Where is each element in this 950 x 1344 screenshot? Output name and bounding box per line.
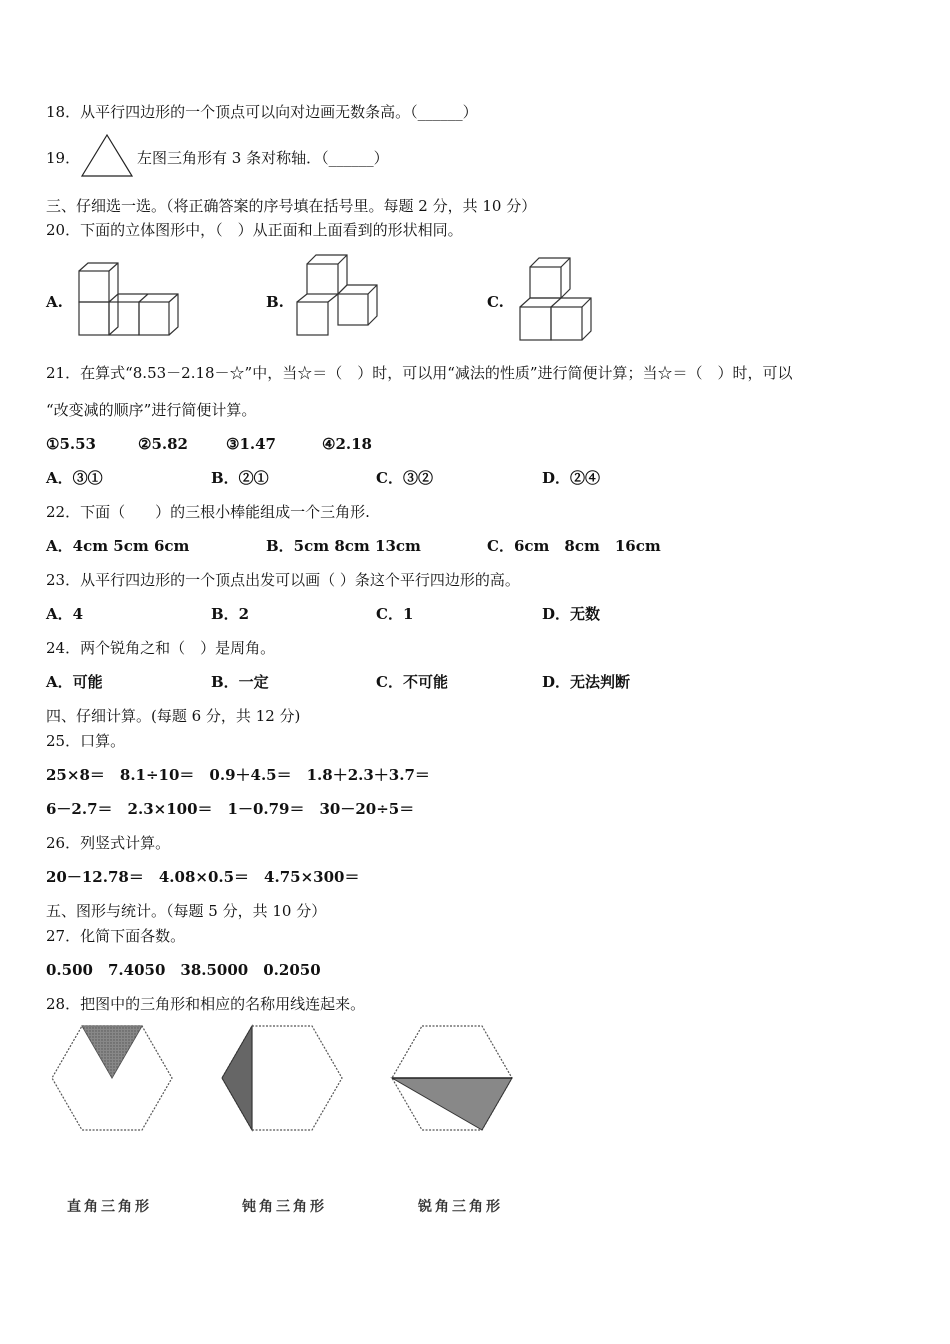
q21-choice-3: ③1.47 <box>226 435 276 453</box>
q21-option-c: C．③② <box>376 469 433 487</box>
cube-figure-a <box>78 262 184 338</box>
q23-option-b: B．2 <box>211 605 250 623</box>
q24: 24．两个锐角之和（ ）是周角。 <box>46 639 276 657</box>
label-right-triangle: 直角三角形 <box>67 1199 152 1215</box>
q27: 27．化简下面各数。 <box>46 927 186 945</box>
label-obtuse-triangle: 钝角三角形 <box>242 1199 327 1215</box>
q23-option-d: D．无数 <box>542 605 601 623</box>
q23-option-c: C．1 <box>376 605 414 623</box>
q24-option-c: C．不可能 <box>376 673 448 691</box>
q18: 18．从平行四边形的一个顶点可以向对边画无数条高。（______） <box>46 103 478 121</box>
section-4-heading: 四、仔细计算。(每题 6 分，共 12 分) <box>46 707 301 725</box>
q24-option-a: A．可能 <box>46 673 103 691</box>
q20: 20．下面的立体图形中，（ ）从正面和上面看到的形状相同。 <box>46 221 463 239</box>
hexagon-figure-2 <box>220 1024 344 1132</box>
q25: 25．口算。 <box>46 732 126 750</box>
q28: 28．把图中的三角形和相应的名称用线连起来。 <box>46 995 366 1013</box>
q26: 26．列竖式计算。 <box>46 834 171 852</box>
hexagon-figure-3 <box>390 1024 514 1132</box>
label-acute-triangle: 锐角三角形 <box>418 1199 503 1215</box>
q21-choice-4: ④2.18 <box>322 435 372 453</box>
q21-choice-1: ①5.53 <box>46 435 96 453</box>
cube-figure-c <box>517 256 597 344</box>
section-3-heading: 三、仔细选一选。（将正确答案的序号填在括号里。每题 2 分，共 10 分） <box>46 197 537 215</box>
q21-option-d: D．②④ <box>542 469 601 487</box>
cube-figure-b <box>296 252 382 338</box>
q23-option-a: A．4 <box>46 605 84 623</box>
q19-text: 左图三角形有 3 条对称轴．（______） <box>137 149 389 167</box>
section-5-heading: 五、图形与统计。（每题 5 分，共 10 分） <box>46 902 327 920</box>
q26-row: 20－12.78＝ 4.08×0.5＝ 4.75×300＝ <box>46 868 360 886</box>
q24-option-d: D．无法判断 <box>542 673 631 691</box>
q22-option-b: B．5cm 8cm 13cm <box>266 537 421 555</box>
q22-option-c: C．6cm 8cm 16cm <box>487 537 661 555</box>
q20-option-c: C. <box>487 293 504 311</box>
hexagon-figure-1 <box>50 1024 174 1132</box>
q21-option-a: A．③① <box>46 469 103 487</box>
q24-option-b: B．一定 <box>211 673 269 691</box>
q21-line-1: 21．在算式“8.53－2.18－☆”中，当☆＝（ ）时，可以用“减法的性质”进行简便计算；当☆＝（ ）时，可以 <box>46 364 793 382</box>
q19-number: 19． <box>46 149 81 167</box>
q25-row-1: 25×8＝ 8.1÷10＝ 0.9＋4.5＝ 1.8＋2.3＋3.7＝ <box>46 766 430 784</box>
q20-option-b: B. <box>266 293 284 311</box>
q20-option-a: A. <box>46 293 63 311</box>
q23: 23．从平行四边形的一个顶点出发可以画（ ）条这个平行四边形的高。 <box>46 571 520 589</box>
q21-choice-2: ②5.82 <box>138 435 188 453</box>
q22-option-a: A．4cm 5cm 6cm <box>46 537 190 555</box>
triangle-figure <box>80 134 134 178</box>
q22: 22．下面（ ）的三根小棒能组成一个三角形. <box>46 503 370 521</box>
q21-option-b: B．②① <box>211 469 269 487</box>
q25-row-2: 6－2.7＝ 2.3×100＝ 1－0.79＝ 30－20÷5＝ <box>46 800 415 818</box>
q21-line-2: “改变减的顺序”进行简便计算。 <box>46 401 257 419</box>
q27-row: 0.500 7.4050 38.5000 0.2050 <box>46 961 321 979</box>
